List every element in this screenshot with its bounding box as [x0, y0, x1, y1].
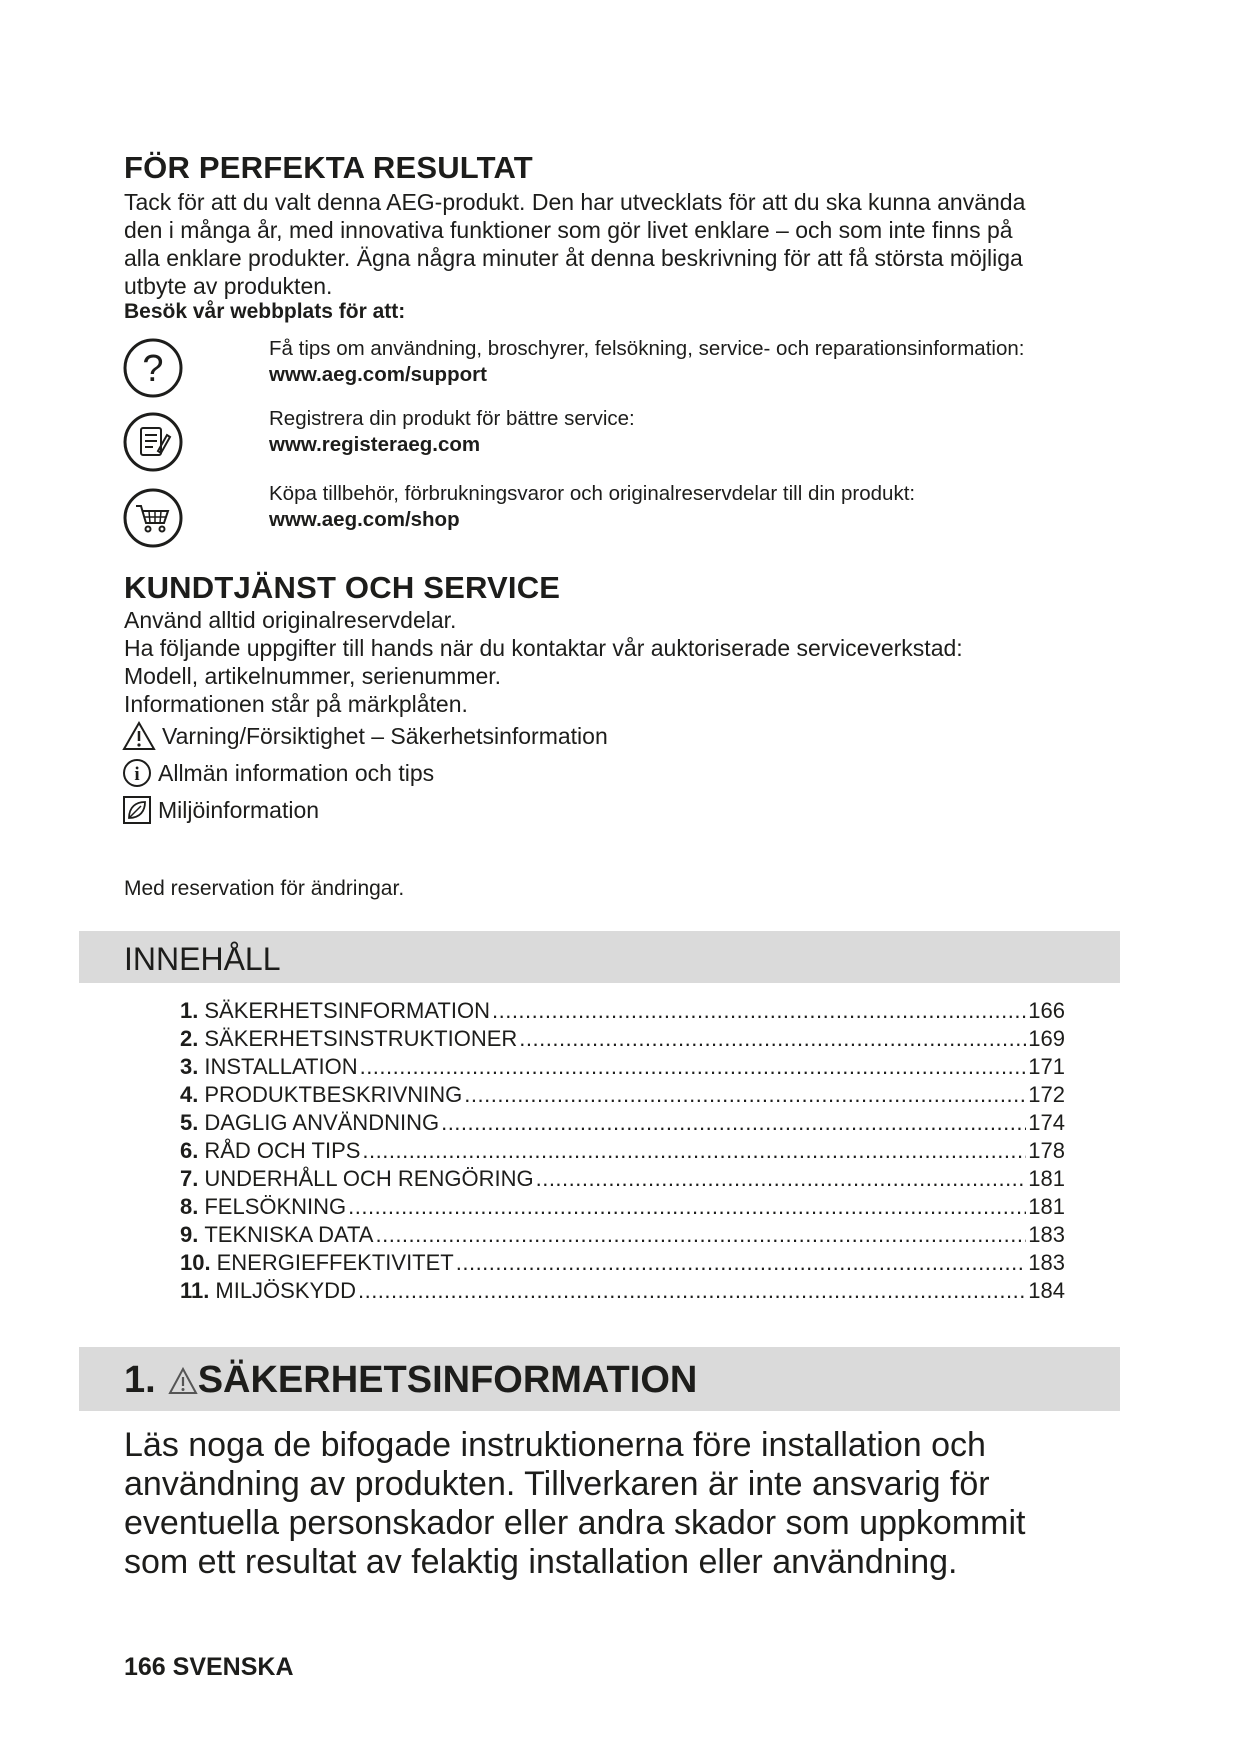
toc-item[interactable] — [180, 1221, 1065, 1249]
toc-leader-dots — [375, 1221, 1026, 1249]
legend-warning — [122, 721, 608, 751]
toc-page: 181 — [1028, 1166, 1065, 1191]
toc-item[interactable] — [180, 1081, 1065, 1109]
svg-text:?: ? — [142, 348, 164, 390]
service-line: Modell, artikelnummer, serienummer. — [124, 663, 502, 689]
toc-title: FELSÖKNING — [204, 1194, 347, 1219]
intro-line: den i många år, med innovativa funktioner som gör livet enklare – och som inte finns på — [124, 217, 1013, 243]
toc-leader-dots — [536, 1165, 1027, 1193]
toc-leader-dots — [492, 997, 1026, 1025]
toc-page: 183 — [1028, 1222, 1065, 1247]
visit-label: Besök vår webbplats för att: — [124, 300, 406, 323]
legend-info — [122, 758, 434, 788]
intro-line: alla enklare produkter. Ägna några minuter åt denna beskrivning för att få största möjliga — [124, 245, 1023, 271]
toc-number: 2. — [180, 1026, 199, 1051]
toc-number: 3. — [180, 1054, 199, 1079]
contents-heading: INNEHÅLL — [124, 941, 281, 977]
toc-leader-dots — [358, 1277, 1026, 1305]
register-link[interactable]: www.registeraeg.com — [269, 433, 481, 456]
toc-leader-dots — [464, 1081, 1026, 1109]
toc-title: DAGLIG ANVÄNDNING — [204, 1110, 440, 1135]
toc-number: 11. — [180, 1278, 210, 1303]
toc-page: 174 — [1028, 1110, 1065, 1135]
warning-triangle-icon — [168, 1367, 198, 1395]
register-document-icon — [122, 411, 184, 473]
register-link-description: Registrera din produkt för bättre service: — [269, 407, 635, 430]
toc-number: 8. — [180, 1194, 199, 1219]
toc-number: 6. — [180, 1138, 199, 1163]
toc-title: SÄKERHETSINSTRUKTIONER — [204, 1026, 518, 1051]
toc-item[interactable] — [180, 1137, 1065, 1165]
toc-title: INSTALLATION — [204, 1054, 358, 1079]
support-link-row — [269, 336, 1024, 388]
service-line: Ha följande uppgifter till hands när du kontaktar vår auktoriserade serviceverkstad: — [124, 635, 963, 661]
support-link-description: Få tips om användning, broschyrer, felsökning, service- och reparationsinformation: — [269, 337, 1025, 360]
register-link-row — [269, 406, 635, 458]
service-line: Använd alltid originalreservdelar. — [124, 607, 457, 633]
safety-intro — [124, 1426, 1025, 1582]
toc-page: 172 — [1028, 1082, 1065, 1107]
contents-band — [79, 931, 1120, 983]
toc-title: UNDERHÅLL OCH RENGÖRING — [204, 1166, 534, 1191]
perfect-results-heading: FÖR PERFEKTA RESULTAT — [124, 150, 533, 185]
toc-number: 5. — [180, 1110, 199, 1135]
reservation-note: Med reservation för ändringar. — [124, 877, 405, 900]
shopping-cart-icon — [122, 487, 184, 549]
toc-number: 1. — [180, 998, 199, 1023]
safety-heading — [124, 1359, 697, 1402]
toc-page: 166 — [1028, 998, 1065, 1023]
toc-number: 4. — [180, 1082, 199, 1107]
shop-link[interactable]: www.aeg.com/shop — [269, 508, 460, 531]
toc-item[interactable] — [180, 1053, 1065, 1081]
toc-leader-dots — [519, 1025, 1026, 1053]
page-footer: 166 SVENSKA — [124, 1653, 294, 1681]
customer-service-heading: KUNDTJÄNST OCH SERVICE — [124, 570, 561, 605]
toc-item[interactable] — [180, 1249, 1065, 1277]
toc-number: 7. — [180, 1166, 199, 1191]
toc-page: 184 — [1028, 1278, 1065, 1303]
svg-text:i: i — [134, 764, 140, 785]
toc-item[interactable] — [180, 1277, 1065, 1305]
toc-page: 171 — [1028, 1054, 1065, 1079]
toc-item[interactable] — [180, 1025, 1065, 1053]
toc-title: ENERGIEFFEKTIVITET — [216, 1250, 454, 1275]
shop-link-row — [269, 481, 915, 533]
safety-line: eventuella personskador eller andra skador som uppkommit — [124, 1504, 1026, 1542]
toc-leader-dots — [456, 1249, 1027, 1277]
customer-service-paragraph — [124, 606, 963, 718]
toc-item[interactable] — [180, 1193, 1065, 1221]
intro-paragraph — [124, 188, 1025, 300]
intro-line: Tack för att du valt denna AEG-produkt. Den har utvecklats för att du ska kunna använda — [124, 189, 1026, 215]
toc-item[interactable] — [180, 1109, 1065, 1137]
service-line: Informationen står på märkplåten. — [124, 691, 468, 717]
legend-environment-label: Miljöinformation — [158, 796, 320, 823]
safety-line: som ett resultat av felaktig installation eller användning. — [124, 1543, 958, 1581]
safety-band — [79, 1347, 1120, 1411]
toc-number: 10. — [180, 1250, 211, 1275]
legend-environment — [122, 795, 319, 825]
toc-leader-dots — [348, 1193, 1026, 1221]
safety-line: Läs noga de bifogade instruktionerna före installation och — [124, 1426, 986, 1464]
safety-line: användning av produkten. Tillverkaren är inte ansvarig för — [124, 1465, 990, 1503]
question-mark-icon — [122, 337, 184, 399]
info-icon — [122, 758, 152, 788]
toc-page: 169 — [1028, 1026, 1065, 1051]
toc-title: SÄKERHETSINFORMATION — [204, 998, 490, 1023]
leaf-environment-icon — [122, 795, 152, 825]
toc-page: 178 — [1028, 1138, 1065, 1163]
legend-warning-label: Varning/Försiktighet – Säkerhetsinformation — [162, 722, 608, 749]
toc-title: PRODUKTBESKRIVNING — [204, 1082, 463, 1107]
toc-leader-dots — [360, 1053, 1027, 1081]
support-link[interactable]: www.aeg.com/support — [269, 363, 487, 386]
toc-page: 181 — [1028, 1194, 1065, 1219]
toc-title: TEKNISKA DATA — [204, 1222, 374, 1247]
warning-triangle-icon — [122, 721, 156, 751]
toc-leader-dots — [441, 1109, 1026, 1137]
safety-heading-number: 1. — [124, 1359, 156, 1401]
toc-title: RÅD OCH TIPS — [204, 1138, 361, 1163]
shop-link-description: Köpa tillbehör, förbrukningsvaror och originalreservdelar till din produkt: — [269, 482, 916, 505]
toc-page: 183 — [1028, 1250, 1065, 1275]
legend-info-label: Allmän information och tips — [158, 759, 435, 786]
safety-heading-title: SÄKERHETSINFORMATION — [197, 1359, 698, 1401]
toc-leader-dots — [362, 1137, 1026, 1165]
toc-title: MILJÖSKYDD — [215, 1278, 356, 1303]
intro-line: utbyte av produkten. — [124, 273, 333, 299]
toc-item[interactable] — [180, 997, 1065, 1025]
toc-item[interactable] — [180, 1165, 1065, 1193]
toc-number: 9. — [180, 1222, 199, 1247]
